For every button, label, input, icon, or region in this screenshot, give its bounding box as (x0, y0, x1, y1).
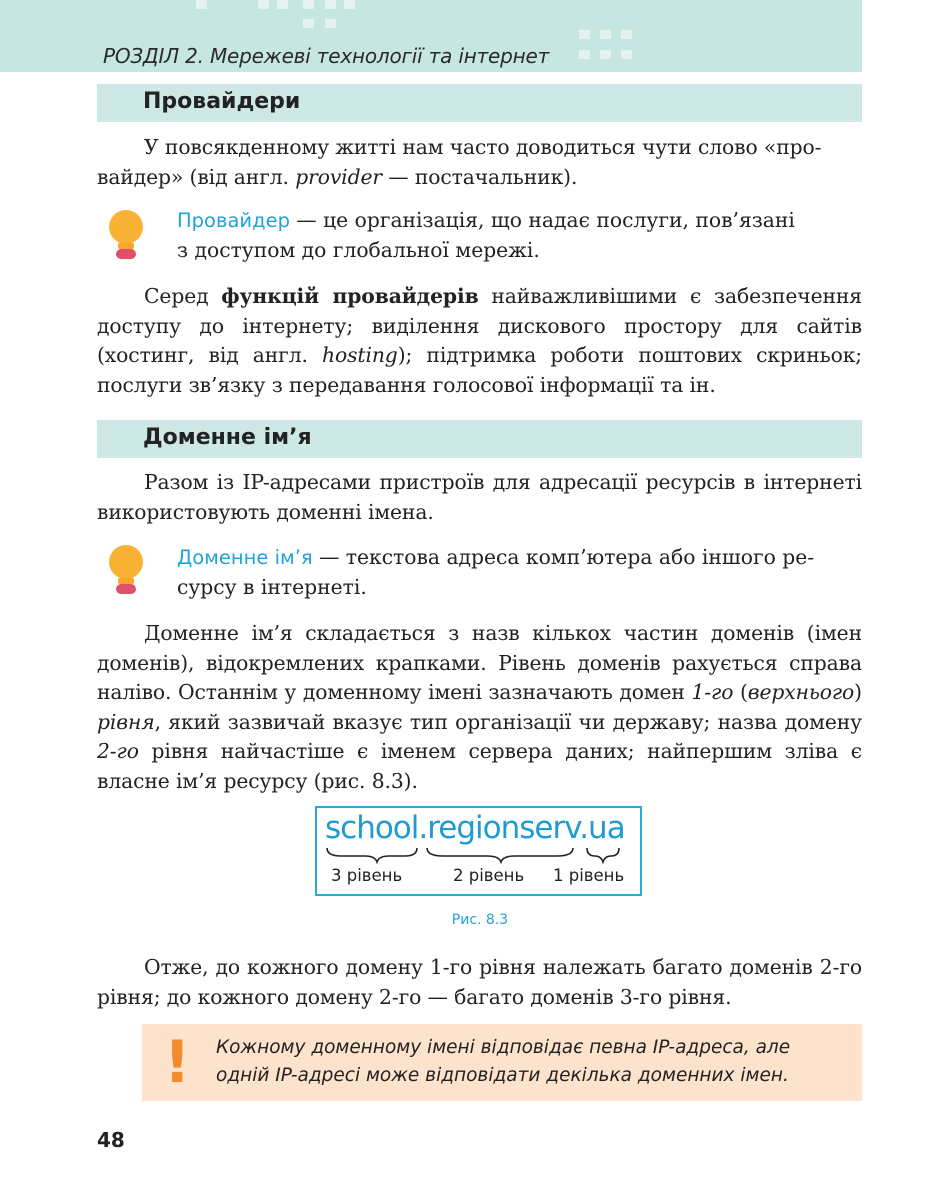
text: з доступом до глобальної мережі. (177, 237, 540, 262)
decor-square (600, 30, 611, 39)
definition-domain-name (177, 543, 862, 602)
paragraph-domain-structure (97, 619, 862, 796)
text: — текстова адреса комп’ютера або іншого ре- (312, 545, 815, 569)
decor-square (621, 50, 632, 59)
text-italic: 1-го (691, 680, 734, 704)
text: — це організація, що надає послуги, пов’язані (289, 208, 795, 232)
text: ); підтримка роботи поштових скриньок; послуги зв’язку з передавання голосової інформації та ін. (97, 343, 863, 397)
text-italic: 2-го (97, 739, 139, 763)
decor-square (579, 50, 590, 59)
text: сурсу в інтернеті. (177, 574, 367, 599)
text: ) (854, 680, 862, 704)
domain-figure (315, 806, 642, 896)
note-line: одній IP-адресі може відповідати декілька доменних імен. (216, 1065, 789, 1086)
exclamation-icon: ! (164, 1028, 191, 1096)
decor-square (325, 19, 336, 28)
section-heading-bar (97, 84, 862, 122)
section-heading-bar (97, 420, 862, 458)
text: Отже, до кожного домену 1-го рівня належать багато доменів 2-го рівня; до кожного домену 2-го — багато доменів 3-го рівня. (97, 955, 862, 1009)
page-number: 48 (97, 1128, 125, 1152)
level2-label: 2 рівень (453, 866, 525, 885)
domain-name-example: school.regionserv.ua (325, 810, 625, 846)
decor-square (277, 0, 288, 9)
level1-label: 1 рівень (553, 866, 625, 885)
decor-square (621, 30, 632, 39)
section-heading: Доменне ім’я (143, 425, 312, 450)
decor-square (258, 0, 269, 9)
note-line: Кожному доменному імені відповідає певна IP-адреса, але (216, 1037, 791, 1058)
decor-square (303, 19, 314, 28)
text: — постачальник). (381, 164, 578, 189)
paragraph-domain-intro (97, 468, 862, 527)
text: Серед (144, 284, 222, 308)
paragraph-provider-functions (97, 282, 862, 400)
text: У повсякденному житті нам часто доводиться чути слово «про- (144, 135, 822, 159)
text-italic: верхнього (747, 680, 855, 704)
paragraph-provider-intro (97, 133, 862, 192)
text-italic: hosting (322, 343, 398, 367)
text: найважливішими є забезпечення доступу до інтернету; виділення дискового простору для сайтів (хостинг, від англ. (97, 284, 862, 367)
lightbulb-icon (106, 544, 146, 596)
note-text (216, 1034, 856, 1090)
text: вайдер» (від англ. (97, 164, 296, 189)
text: рівня найчастіше є іменем сервера даних; найпершим зліва є власне ім’я ресурсу (рис. 8.3). (97, 739, 862, 793)
text: , який зазвичай вказує тип організації чи державу; назва домену (154, 709, 862, 734)
decor-square (303, 0, 314, 9)
text: Разом із IP-адресами пристроїв для адресації ресурсів в інтернеті використовують доменні імена. (97, 470, 862, 524)
chapter-title: РОЗДІЛ 2. Мережеві технології та інтернет (103, 44, 550, 68)
paragraph-conclusion (97, 953, 862, 1012)
term-provider: Провайдер (177, 209, 290, 232)
decor-square (325, 0, 336, 9)
figure-caption: Рис. 8.3 (451, 912, 509, 928)
decor-square (600, 50, 611, 59)
text-bold: функцій провайдерів (221, 284, 479, 308)
text: ( (733, 680, 748, 704)
decor-square (344, 0, 355, 9)
decor-square (579, 30, 590, 39)
section-heading: Провайдери (143, 89, 301, 114)
level-braces (317, 844, 639, 864)
lightbulb-icon (106, 209, 146, 261)
text-italic: provider (295, 164, 382, 189)
level3-label: 3 рівень (331, 866, 403, 885)
text: Доменне ім’я складається з назв кількох частин доменів (імен доменів), відокремлених крапками. Рівень доменів рахується справа наліво. Останнім у доменному імені зазначають домен (97, 621, 862, 704)
term-domain-name: Доменне ім’я (177, 546, 313, 569)
text-italic: рівня (97, 709, 155, 734)
decor-square (196, 0, 207, 9)
note-box (142, 1024, 862, 1101)
definition-provider (177, 206, 862, 265)
